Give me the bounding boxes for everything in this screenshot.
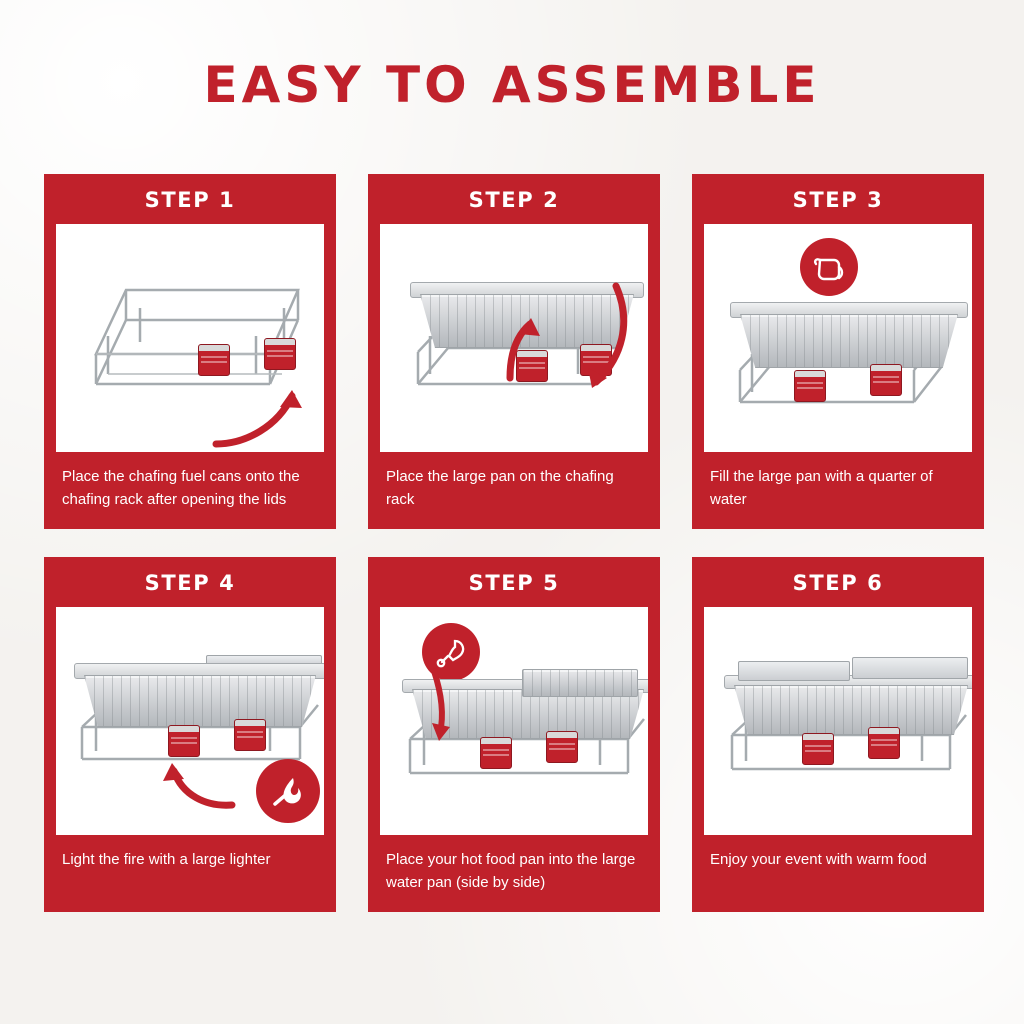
food-pan-lid (738, 661, 850, 681)
water-pan (734, 685, 968, 735)
step-card-6 (692, 557, 984, 912)
foil-pan (84, 675, 316, 727)
step-illustration-6 (704, 607, 972, 835)
lighter-flame-icon (256, 759, 320, 823)
food-pan (522, 669, 638, 697)
step-caption: Enjoy your event with warm food (710, 851, 927, 868)
step-caption: Place the chafing fuel cans onto the chafing rack after opening the lids (62, 468, 300, 508)
step-illustration-4 (56, 607, 324, 835)
curved-arrow-icon (152, 749, 262, 819)
foil-pan (740, 314, 958, 368)
step-header: STEP 3 (792, 188, 884, 212)
food-pan-lid (852, 657, 968, 679)
step-card-1 (44, 174, 336, 529)
step-card-2 (368, 174, 660, 529)
step-caption: Place your hot food pan into the large water pan (side by side) (386, 851, 636, 891)
step-card-4 (44, 557, 336, 912)
curved-arrow-icon (206, 374, 324, 452)
curved-arrow-icon (490, 314, 570, 384)
step-header: STEP 5 (468, 571, 560, 595)
fuel-can (794, 370, 826, 402)
step-header: STEP 4 (144, 571, 236, 595)
step-caption: Light the fire with a large lighter (62, 851, 271, 868)
step-caption: Fill the large pan with a quarter of water (710, 468, 933, 508)
fuel-can (868, 727, 900, 759)
page-title: EASY TO ASSEMBLE (203, 56, 821, 114)
fuel-can (546, 731, 578, 763)
step-header: STEP 2 (468, 188, 560, 212)
step-caption: Place the large pan on the chafing rack (386, 468, 614, 508)
steps-grid (44, 174, 984, 912)
step-header: STEP 1 (144, 188, 236, 212)
step-header: STEP 6 (792, 571, 884, 595)
fuel-can (264, 338, 296, 370)
step-illustration-1 (56, 224, 324, 452)
fuel-can (802, 733, 834, 765)
curved-arrow-icon (576, 282, 646, 402)
step-illustration-2 (380, 224, 648, 452)
step-card-3 (692, 174, 984, 529)
fuel-can (234, 719, 266, 751)
step-illustration-5 (380, 607, 648, 835)
fuel-can (870, 364, 902, 396)
fuel-can (198, 344, 230, 376)
curved-arrow-icon (426, 667, 486, 757)
step-illustration-3 (704, 224, 972, 452)
step-card-5 (368, 557, 660, 912)
